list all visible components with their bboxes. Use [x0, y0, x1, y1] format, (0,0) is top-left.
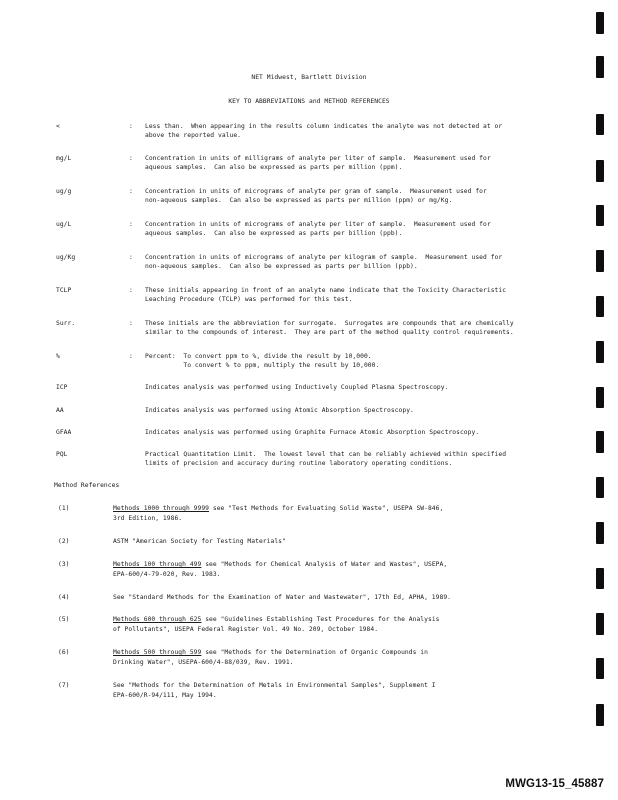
abbreviation-definition-line: above the reported value.: [145, 132, 242, 139]
abbreviation-definition-line: Concentration in units of micrograms of analyte per liter of sample. Measurement used for: [145, 221, 491, 228]
reference-line: [113, 560, 447, 569]
separator: :: [129, 320, 133, 327]
page-title: KEY TO ABBREVIATIONS and METHOD REFERENCES: [228, 98, 390, 105]
separator: :: [129, 254, 133, 261]
abbreviation-definition-line: These initials are the abbreviation for surrogate. Surrogates are compounds that are chemically: [145, 320, 514, 327]
separator: :: [129, 287, 133, 294]
reference-method-range: Methods 600 through 625: [113, 616, 202, 623]
instrument-term: PQL: [56, 451, 68, 458]
instrument-definition-line: limits of precision and accuracy during routine laboratory operating conditions.: [145, 460, 453, 467]
abbreviation-definition-line: aqueous samples. Can also be expressed as parts per million (ppm).: [145, 164, 403, 171]
abbreviation-definition-line: Less than. When appearing in the results column indicates the analyte was not detected at or: [145, 123, 503, 130]
reference-text: see "Methods for the Determination of Organic Compounds in: [201, 649, 428, 656]
reference-text: See "Methods for the Determination of Metals in Environmental Samples", Supplement I: [113, 682, 436, 689]
reference-number: (1): [58, 505, 70, 512]
instrument-definition-line: Indicates analysis was performed using Inductively Coupled Plasma Spectroscopy.: [145, 384, 449, 391]
reference-line: [113, 615, 440, 624]
reference-number: (6): [58, 649, 70, 656]
scan-edge-mark: [596, 114, 604, 135]
reference-number: (2): [58, 538, 70, 545]
reference-line-2: EPA-600/R-94/111, May 1994.: [113, 692, 217, 699]
reference-number: (7): [58, 682, 70, 689]
abbreviation-term: mg/L: [56, 155, 72, 162]
abbreviation-definition-line: aqueous samples. Can also be expressed as parts per billion (ppb).: [145, 230, 403, 237]
instrument-term: GFAA: [56, 429, 72, 436]
document-id: MWG13-15_45887: [505, 778, 604, 790]
instrument-term: AA: [56, 407, 64, 414]
reference-method-range: Methods 1000 through 9999: [113, 505, 210, 512]
separator: :: [129, 221, 133, 228]
reference-text: see "Guidelines Establishing Test Procedures for the Analysis: [201, 616, 440, 623]
scan-edge-mark: [596, 160, 604, 182]
scan-edge-mark: [596, 12, 604, 34]
abbreviation-definition-line: Percent: To convert ppm to %, divide the result by 10,000.: [145, 353, 372, 360]
scan-edge-mark: [596, 568, 604, 589]
scan-edge-mark: [596, 341, 604, 363]
reference-line-2: Drinking Water", USEPA-600/4-88/039, Rev. 1991.: [113, 659, 294, 666]
scan-edge-mark: [596, 522, 604, 544]
abbreviation-definition-line: To convert % to ppm, multiply the result by 10,000.: [145, 362, 380, 369]
abbreviation-definition-line: similar to the compounds of interest. They are part of the method quality control requirements.: [145, 329, 514, 336]
lab-name: NET Midwest, Bartlett Division: [251, 74, 367, 81]
abbreviation-definition-line: Concentration in units of micrograms of analyte per gram of sample. Measurement used for: [145, 188, 487, 195]
reference-method-range: Methods 500 through 599: [113, 649, 202, 656]
scan-edge-mark: [596, 704, 604, 726]
reference-number: (4): [58, 594, 70, 601]
abbreviation-term: Surr.: [56, 320, 76, 327]
reference-line: [113, 504, 443, 513]
instrument-definition-line: Practical Quantitation Limit. The lowest level that can be reliably achieved within specified: [145, 451, 507, 458]
separator: :: [129, 188, 133, 195]
separator: :: [129, 123, 133, 130]
reference-method-range: Methods 100 through 499: [113, 561, 202, 568]
abbreviation-definition-line: Concentration in units of micrograms of analyte per kilogram of sample. Measurement used for: [145, 254, 503, 261]
scan-edge-mark: [596, 658, 604, 679]
abbreviation-term: %: [56, 353, 60, 360]
abbreviation-term: TCLP: [56, 287, 72, 294]
abbreviation-definition-line: non-aqueous samples. Can also be expressed as parts per million (ppm) or mg/Kg.: [145, 197, 453, 204]
reference-number: (3): [58, 561, 70, 568]
scan-edge-mark: [596, 613, 604, 635]
scan-edge-mark: [596, 205, 604, 226]
abbreviation-definition-line: Leaching Procedure (TCLP) was performed for this test.: [145, 296, 353, 303]
reference-number: (5): [58, 616, 70, 623]
reference-text: See "Standard Methods for the Examination of Water and Wastewater", 17th Ed, APHA, 1989.: [113, 594, 452, 601]
separator: :: [129, 155, 133, 162]
reference-text: ASTM "American Society for Testing Materials": [113, 538, 286, 545]
instrument-definition-line: Indicates analysis was performed using Atomic Absorption Spectroscopy.: [145, 407, 414, 414]
separator: :: [129, 353, 133, 360]
scan-edge-mark: [596, 56, 604, 78]
method-references-heading: Method References: [54, 482, 120, 489]
instrument-term: ICP: [56, 384, 68, 391]
instrument-definition-line: Indicates analysis was performed using Graphite Furnace Atomic Absorption Spectroscopy.: [145, 429, 480, 436]
abbreviation-definition-line: non-aqueous samples. Can also be expressed as parts per billion (ppb).: [145, 263, 418, 270]
abbreviation-term: ug/Kg: [56, 254, 76, 261]
scan-edge-mark: [596, 250, 604, 272]
scan-edge-mark: [596, 431, 604, 453]
abbreviation-term: ug/L: [56, 221, 72, 228]
reference-text: see "Test Methods for Evaluating Solid Waste", USEPA SW-846,: [209, 505, 444, 512]
reference-line-2: EPA-600/4-79-020, Rev. 1983.: [113, 571, 221, 578]
abbreviation-term: <: [56, 123, 60, 130]
scan-edge-mark: [596, 477, 604, 498]
scan-edge-mark: [596, 296, 604, 317]
abbreviation-definition-line: These initials appearing in front of an analyte name indicate that the Toxicity Characteristic: [145, 287, 507, 294]
scan-edge-mark: [596, 387, 604, 408]
reference-text: see "Methods for Chemical Analysis of Water and Wastes", USEPA,: [201, 561, 448, 568]
reference-line-2: 3rd Edition, 1986.: [113, 515, 183, 522]
reference-line: [113, 648, 428, 657]
abbreviation-term: ug/g: [56, 188, 72, 195]
reference-line-2: of Pollutants", USEPA Federal Register Vol. 49 No. 209, October 1984.: [113, 626, 379, 633]
abbreviation-definition-line: Concentration in units of milligrams of analyte per liter of sample. Measurement used for: [145, 155, 491, 162]
